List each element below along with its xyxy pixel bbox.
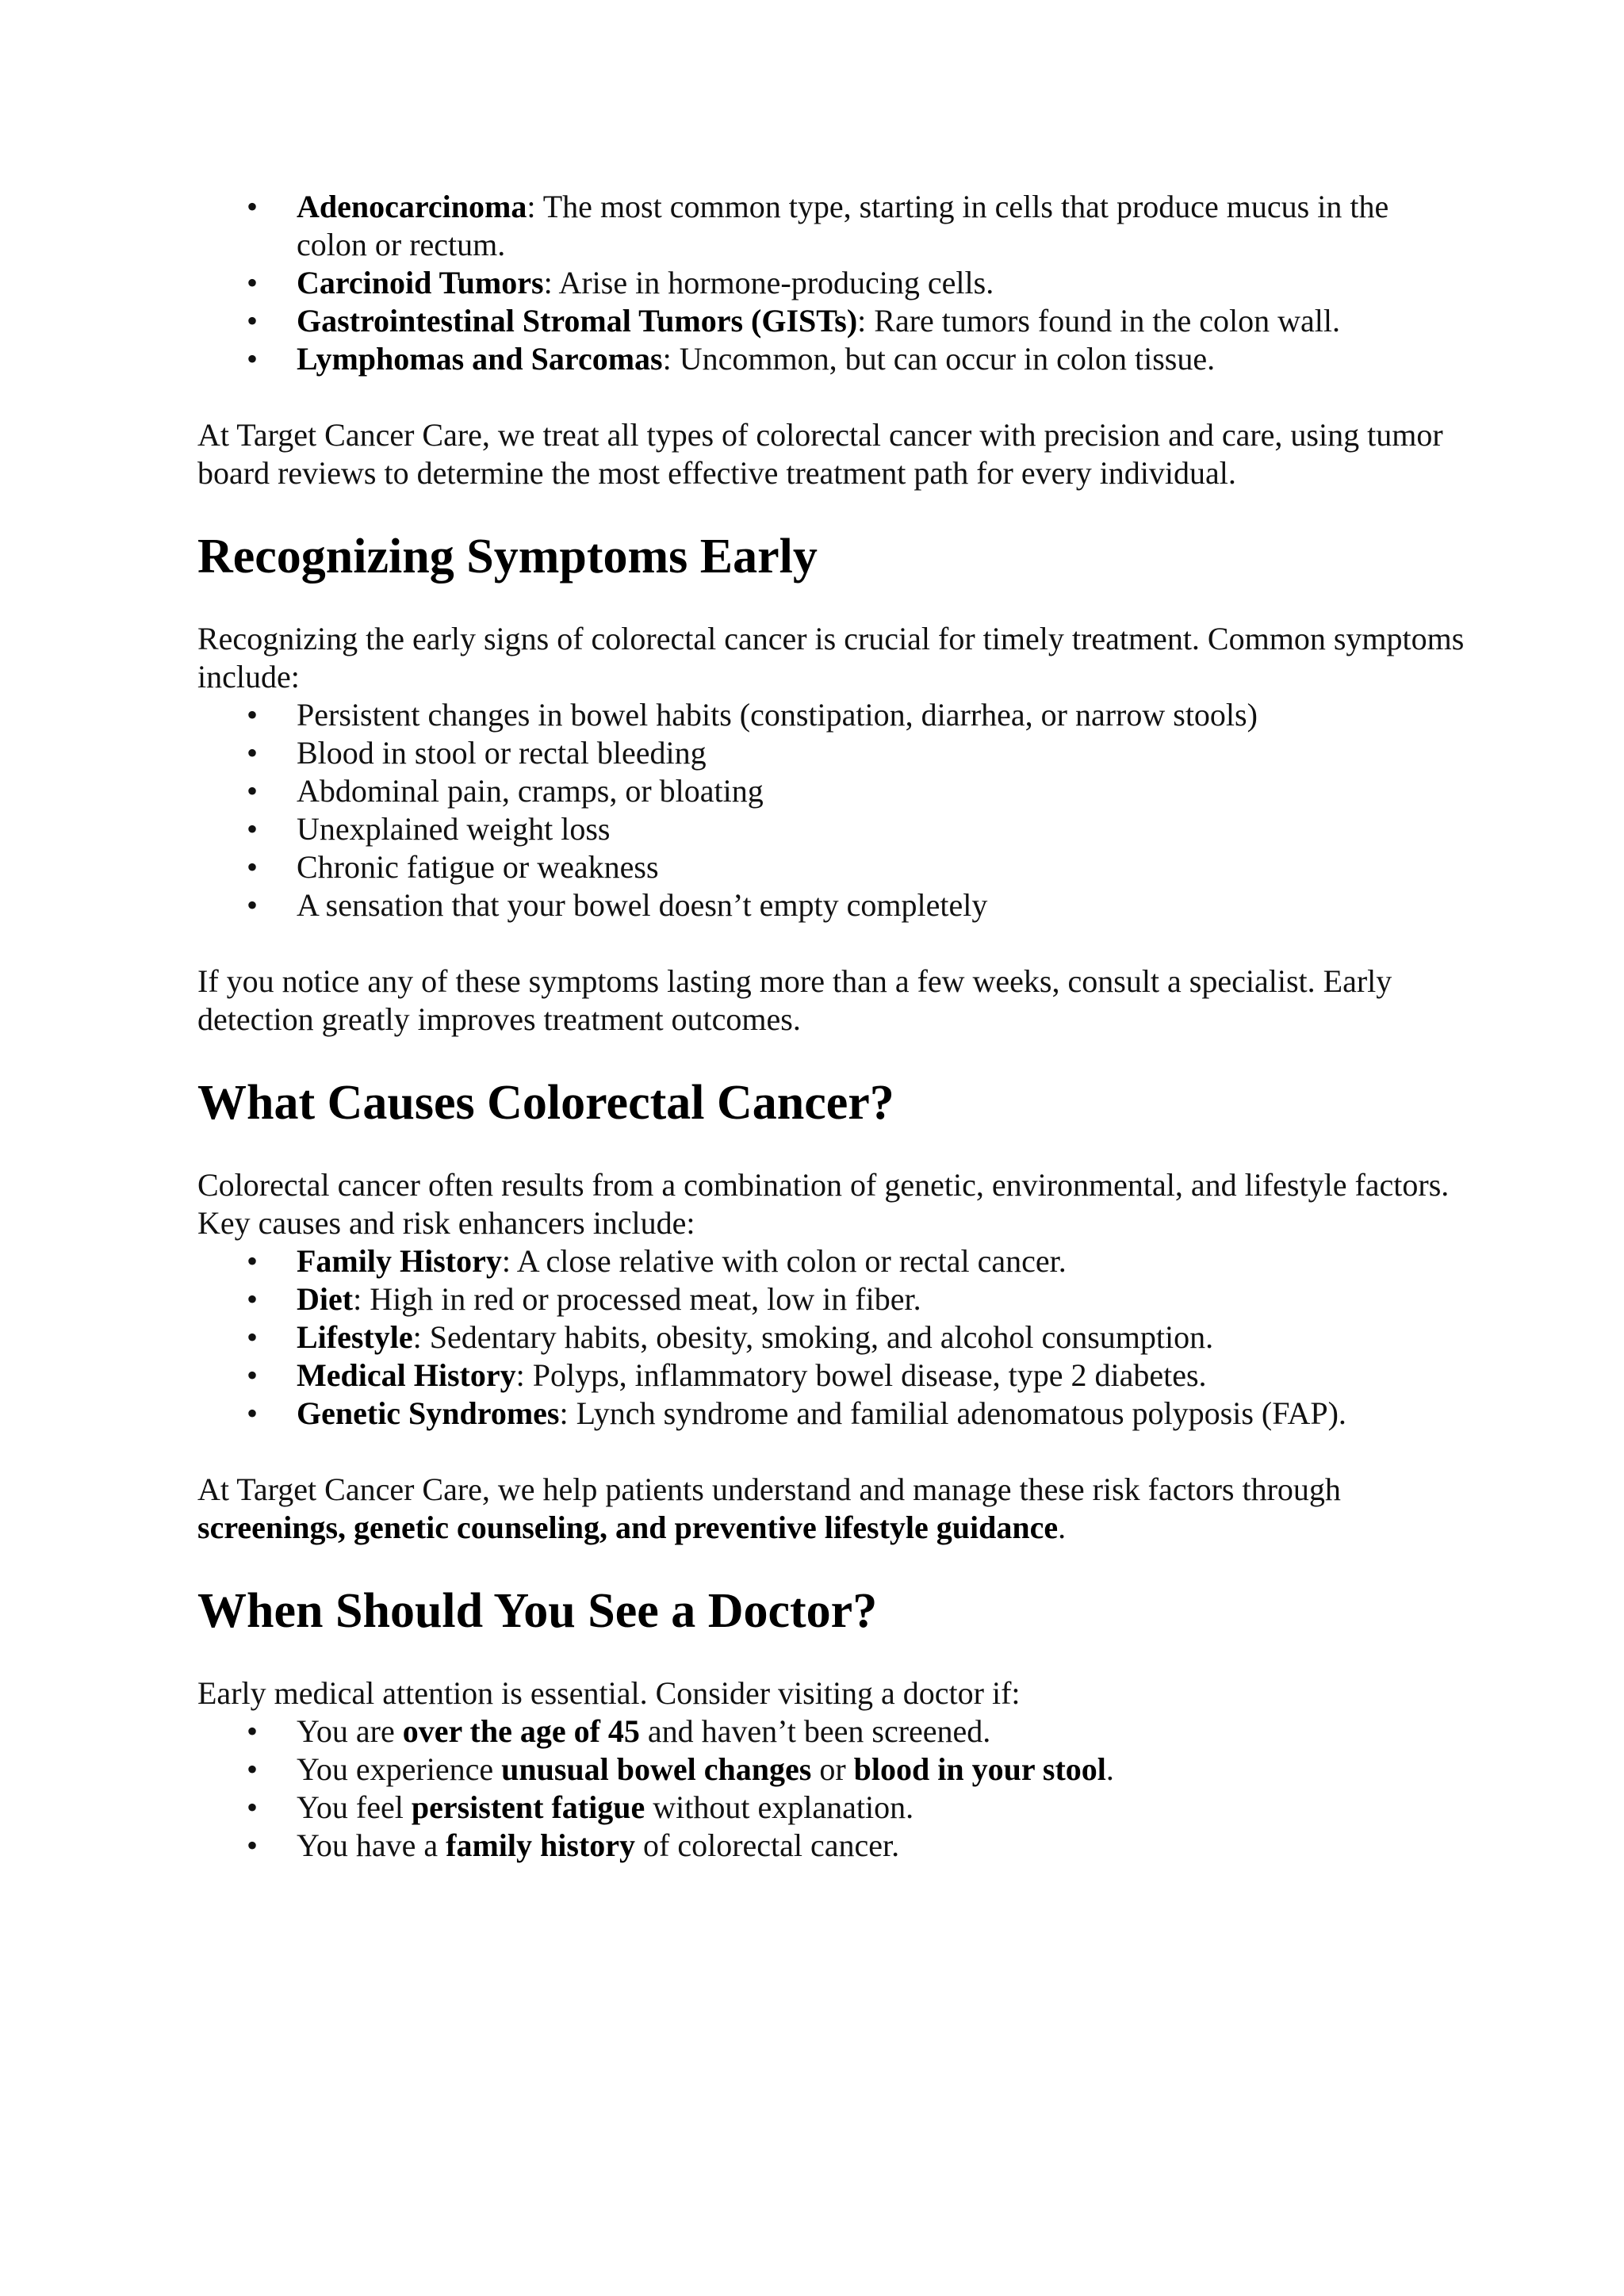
bullet-icon: • <box>247 735 259 771</box>
list-item: • Family History: A close relative with colon or rectal cancer. <box>247 1243 1067 1279</box>
list-item: • Unexplained weight loss <box>247 811 611 847</box>
causes-intro: Colorectal cancer often results from a combination of genetic, environmental, and lifestyle factors. Key causes and risk enhancers include: <box>197 1167 1450 1241</box>
bullet-icon: • <box>247 1319 259 1355</box>
bullet-icon: • <box>247 1751 259 1787</box>
bullet-icon: • <box>247 1827 259 1863</box>
causes-list <box>197 1242 1466 1433</box>
doctor-intro: Early medical attention is essential. Consider visiting a doctor if: <box>197 1675 1021 1711</box>
causes-closing: At Target Cancer Care, we help patients understand and manage these risk factors through screenings, genetic counseling, and preventive lifestyle guidance. <box>197 1471 1341 1545</box>
symptoms-list <box>197 696 1466 924</box>
list-item: • Carcinoid Tumors: Arise in hormone-producing cells. <box>247 265 994 300</box>
list-item: • Genetic Syndromes: Lynch syndrome and familial adenomatous polyposis (FAP). <box>247 1395 1346 1431</box>
list-item: • Gastrointestinal Stromal Tumors (GISTs): Rare tumors found in the colon wall. <box>247 303 1340 339</box>
bullet-icon: • <box>247 1243 259 1279</box>
bullet-icon: • <box>247 265 259 300</box>
list-item: • Diet: High in red or processed meat, low in fiber. <box>247 1281 921 1317</box>
bullet-icon: • <box>247 773 259 809</box>
symptoms-intro: Recognizing the early signs of colorectal cancer is crucial for timely treatment. Common symptoms include: <box>197 621 1465 695</box>
list-item: • You feel persistent fatigue without explanation. <box>247 1789 914 1825</box>
list-item: • Medical History: Polyps, inflammatory bowel disease, type 2 diabetes. <box>247 1357 1207 1393</box>
bullet-icon: • <box>247 189 259 224</box>
bullet-icon: • <box>247 1281 259 1317</box>
causes-heading: What Causes Colorectal Cancer? <box>197 1076 894 1130</box>
list-item: • Abdominal pain, cramps, or bloating <box>247 773 764 809</box>
bullet-icon: • <box>247 341 259 377</box>
list-item: • Lymphomas and Sarcomas: Uncommon, but can occur in colon tissue. <box>247 341 1216 377</box>
list-item: • You have a family history of colorectal cancer. <box>247 1827 900 1863</box>
types-paragraph: At Target Cancer Care, we treat all types of colorectal cancer with precision and care, using tumor board reviews to determine the most effective treatment path for every individual. <box>197 417 1443 491</box>
doctor-list <box>197 1712 1466 1865</box>
bullet-icon: • <box>247 303 259 339</box>
list-item: • Adenocarcinoma: The most common type, starting in cells that produce mucus in the colon or rectum. <box>247 189 1389 262</box>
bullet-icon: • <box>247 697 259 733</box>
symptoms-heading: Recognizing Symptoms Early <box>197 530 818 584</box>
bullet-icon: • <box>247 1713 259 1749</box>
bullet-icon: • <box>247 849 259 885</box>
list-item: • A sensation that your bowel doesn’t empty completely <box>247 887 988 923</box>
bullet-icon: • <box>247 887 259 923</box>
bullet-icon: • <box>247 1789 259 1825</box>
bullet-icon: • <box>247 1357 259 1393</box>
list-item: • Chronic fatigue or weakness <box>247 849 659 885</box>
list-item: • Persistent changes in bowel habits (constipation, diarrhea, or narrow stools) <box>247 697 1258 733</box>
list-item: • Blood in stool or rectal bleeding <box>247 735 707 771</box>
list-item: • You are over the age of 45 and haven’t been screened. <box>247 1713 991 1749</box>
cancer-types-list <box>197 188 1466 378</box>
list-item: • You experience unusual bowel changes or blood in your stool. <box>247 1751 1114 1787</box>
symptoms-closing: If you notice any of these symptoms lasting more than a few weeks, consult a specialist. Early detection greatly improves treatment outcomes. <box>197 963 1392 1037</box>
list-item: • Lifestyle: Sedentary habits, obesity, smoking, and alcohol consumption. <box>247 1319 1214 1355</box>
bullet-icon: • <box>247 811 259 847</box>
bullet-icon: • <box>247 1395 259 1431</box>
document-content <box>197 188 1466 1865</box>
doctor-heading: When Should You See a Doctor? <box>197 1584 878 1638</box>
